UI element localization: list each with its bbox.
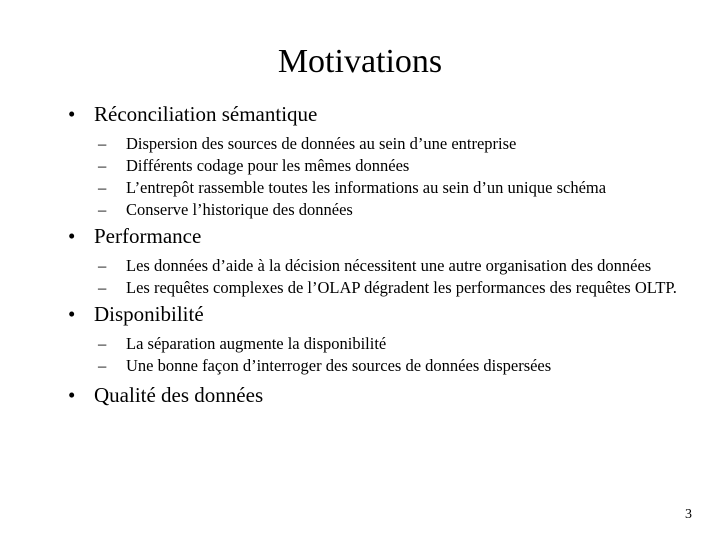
bullet-item [68, 100, 678, 128]
section-performance [68, 222, 678, 297]
dash-icon: – [98, 134, 107, 153]
slide-title: Motivations [277, 43, 443, 80]
bullet-icon: • [68, 102, 76, 126]
bullet-icon: • [68, 224, 76, 248]
sub-bullet-text: La séparation augmente la disponibilité [126, 334, 387, 353]
dash-icon: – [98, 178, 107, 197]
section-availability [68, 300, 678, 375]
sub-bullet-item [68, 200, 678, 219]
bullet-label: Disponibilité [94, 302, 204, 326]
bullet-icon: • [68, 302, 76, 326]
sub-bullet-item [68, 356, 678, 375]
sub-bullet-item [68, 278, 678, 297]
bullet-icon: • [68, 383, 76, 407]
sub-bullet-item [68, 178, 678, 197]
section-data-quality [68, 381, 678, 409]
sub-bullet-text: Différents codage pour les mêmes données [126, 156, 410, 175]
bullet-label: Réconciliation sémantique [94, 102, 318, 126]
sub-bullet-text: Conserve l’historique des données [126, 200, 353, 219]
sub-bullet-item [68, 156, 678, 175]
dash-icon: – [98, 334, 107, 353]
bullet-item [68, 300, 678, 328]
section-semantic-reconciliation [68, 100, 678, 219]
bullet-label: Performance [94, 224, 202, 248]
dash-icon: – [98, 278, 107, 297]
dash-icon: – [98, 256, 107, 275]
sub-bullet-text: L’entrepôt rassemble toutes les informations au sein d’un unique schéma [126, 178, 607, 197]
slide-content [68, 100, 678, 409]
bullet-item [68, 381, 678, 409]
sub-bullet-text: Dispersion des sources de données au sein d’une entreprise [126, 134, 517, 153]
sub-bullet-text: Une bonne façon d’interroger des sources de données dispersées [126, 356, 552, 375]
bullet-label: Qualité des données [94, 383, 264, 407]
dash-icon: – [98, 200, 107, 219]
sub-bullet-text: Les données d’aide à la décision nécessitent une autre organisation des données [126, 256, 652, 275]
sub-bullet-item [68, 134, 678, 153]
sub-bullet-item [68, 334, 678, 353]
sub-bullet-text: Les requêtes complexes de l’OLAP dégradent les performances des requêtes OLTP. [126, 278, 677, 297]
sub-bullet-item [68, 256, 678, 275]
page-number: 3 [685, 507, 692, 522]
bullet-item [68, 222, 678, 250]
dash-icon: – [98, 156, 107, 175]
dash-icon: – [98, 356, 107, 375]
